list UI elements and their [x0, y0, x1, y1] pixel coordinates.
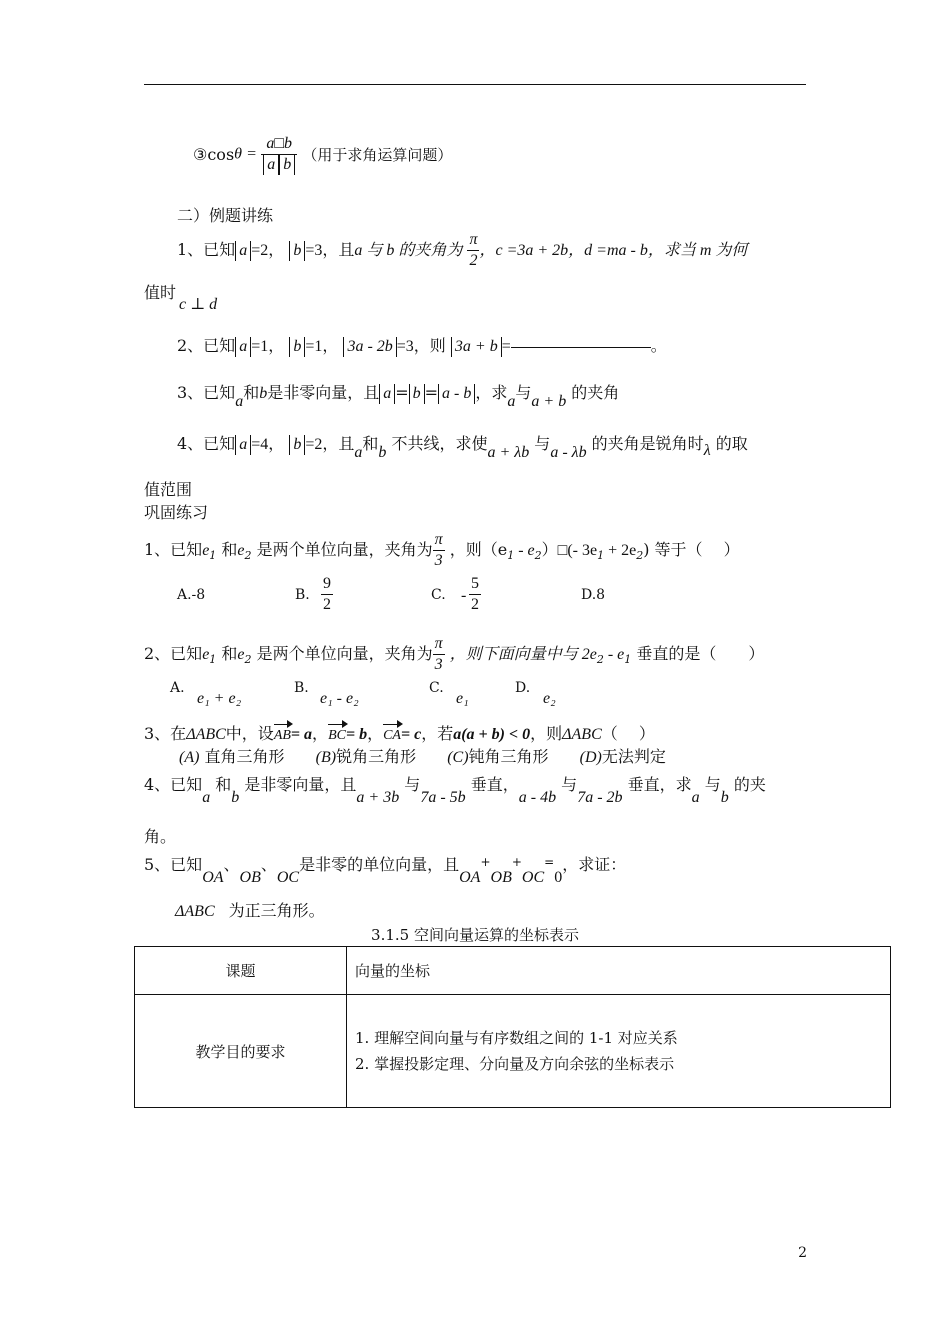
- page-number: 2: [798, 1245, 807, 1261]
- option-b-label: B.: [295, 587, 310, 603]
- example-4-text: 的取: [715, 434, 748, 453]
- option-b-label: B.: [294, 680, 309, 696]
- var-b: b: [231, 789, 240, 806]
- option-a: 直角三角形: [204, 747, 285, 766]
- option-c-label: C.: [429, 680, 444, 696]
- example-2-text: =3，则: [396, 338, 446, 355]
- subscript: 2: [636, 549, 644, 562]
- practice-1-text: - e: [514, 542, 535, 559]
- formula-prefix: ③cos: [193, 145, 235, 164]
- practice-4-label: 4、已知: [144, 775, 203, 794]
- example-1-condition: c ⊥ d: [179, 296, 218, 313]
- goal-item: 1. 理解空间向量与有序数组之间的 1-1 对应关系: [355, 1029, 678, 1047]
- example-1-line2: [144, 280, 176, 303]
- option-a: A.-8: [177, 587, 206, 603]
- numerator: 5: [469, 574, 481, 595]
- example-2-text: =1，: [305, 338, 339, 355]
- practice-5-label: 5、已知: [144, 855, 203, 874]
- table-cell-topic-value: 向量的坐标: [347, 947, 891, 995]
- vector-ab: AB: [274, 724, 291, 748]
- example-4-text: 和: [362, 434, 379, 453]
- abs-b: b: [409, 384, 425, 404]
- section-practice-heading: 巩固练习: [144, 503, 209, 522]
- denominator: 2: [471, 596, 479, 613]
- 7a-minus-2b: 7a - 2b: [577, 789, 623, 806]
- numerator: 9: [321, 574, 333, 595]
- formula-note: （用于求角运算问题）: [302, 146, 453, 164]
- a-minus-lambda-b: a - λb: [550, 444, 587, 461]
- abs-expression: 3a - 2b: [343, 337, 396, 357]
- practice-1-text: 和: [221, 540, 238, 559]
- example-3: 3、已知a和b是非零向量，且 a = b = a - b ，求a与a + b 的夹角: [177, 383, 620, 410]
- practice-4: [144, 773, 766, 810]
- vector-oc: OC: [521, 869, 545, 886]
- example-2-text: 。: [650, 336, 667, 355]
- denominator: 2: [469, 252, 478, 269]
- practice-2-text: 和: [221, 644, 238, 663]
- example-3-text: ，求: [475, 383, 508, 402]
- example-1: [177, 230, 747, 271]
- option-b-value: e₁ - e₂: [320, 690, 359, 707]
- table-cell-goals-value: [347, 995, 891, 1108]
- section-title: 3.1.5 空间向量运算的坐标表示: [371, 926, 579, 944]
- example-4-line2: 值范围: [144, 480, 193, 499]
- practice-3-text: = a: [290, 726, 313, 743]
- header-rule: [144, 84, 806, 85]
- vector-oc: OC: [276, 869, 300, 886]
- pi-over-3: [433, 634, 445, 675]
- practice-2-label: 2、已知: [144, 644, 203, 663]
- cos-fraction: [261, 134, 297, 175]
- var-e: e: [237, 542, 245, 559]
- practice-3-label: 3、在: [144, 724, 187, 743]
- example-3-label: 3、已知: [177, 383, 236, 402]
- vector-ob: OB: [490, 869, 512, 886]
- subscript: 1: [209, 653, 217, 666]
- vector-oa: OA: [459, 869, 481, 886]
- subscript: 1: [624, 653, 632, 666]
- var-b: b: [259, 385, 268, 402]
- abs-a-minus-b: a - b: [438, 384, 475, 404]
- separator: 、: [223, 855, 240, 874]
- abs-a: a: [235, 337, 251, 357]
- lambda-symbol: λ: [703, 442, 711, 459]
- lesson-table: [134, 946, 891, 1108]
- example-1-text: =2，: [251, 242, 285, 259]
- a-minus-4b: a - 4b: [518, 789, 557, 806]
- practice-2-options: [170, 680, 810, 710]
- practice-3-text: = c: [400, 726, 422, 743]
- example-2: [177, 334, 667, 359]
- practice-5-line2: [175, 898, 325, 921]
- example-2-text: =: [501, 338, 511, 355]
- practice-1-text: ) 等于（ ）: [643, 540, 740, 559]
- formula-3: [193, 134, 452, 194]
- 7a-minus-5b: 7a - 5b: [420, 789, 466, 806]
- practice-4-text: 与: [404, 775, 421, 794]
- practice-4-text: 垂直，: [470, 775, 519, 794]
- example-4-text: =4，: [251, 436, 285, 453]
- option-c: 钝角三角形: [468, 747, 549, 766]
- practice-5-text: 为正三角形。: [228, 901, 325, 920]
- plus-sign: +: [511, 855, 522, 869]
- example-4-label: 4、已知: [177, 434, 236, 453]
- option-c-label: (C): [447, 749, 469, 766]
- abs-a: a: [263, 155, 279, 175]
- option-d: D.8: [581, 587, 606, 603]
- option-a-label: (A): [179, 749, 200, 766]
- vector-bc: BC: [328, 724, 346, 748]
- option-b-value: [321, 574, 333, 615]
- option-d: 无法判定: [601, 747, 666, 766]
- practice-1-text: ，则（e: [449, 540, 508, 559]
- equals-sign: =: [247, 145, 257, 163]
- example-4: [177, 432, 748, 465]
- vector-oa: OA: [202, 869, 224, 886]
- practice-5-text: ，求证：: [562, 855, 627, 874]
- example-4-text: 与: [534, 434, 551, 453]
- vector-ca: CA: [383, 724, 401, 748]
- practice-1: [144, 530, 740, 574]
- abs-b: b: [289, 337, 305, 357]
- practice-3-options: [179, 745, 666, 770]
- example-1-text: 值时: [144, 283, 177, 302]
- pi-over-3: [433, 530, 445, 571]
- abs-a: a: [379, 384, 395, 404]
- abs-b: b: [289, 241, 305, 261]
- var-a: a: [691, 789, 700, 806]
- separator: 、: [260, 855, 277, 874]
- denominator: 2: [323, 596, 331, 613]
- practice-4-text: 垂直，求: [627, 775, 692, 794]
- var-e: e: [202, 646, 210, 663]
- vector-ob: OB: [239, 869, 261, 886]
- practice-3-text: ，若: [421, 724, 454, 743]
- practice-2-text: - e: [603, 646, 625, 663]
- option-c-value: e₁: [456, 690, 469, 707]
- example-1-text: a 与 b 的夹角为: [354, 242, 463, 259]
- example-3-text: 和: [243, 383, 260, 402]
- practice-3-text: ，则: [530, 724, 563, 743]
- table-cell-topic-label: 课题: [135, 947, 347, 995]
- a-plus-b: a + b: [531, 393, 567, 410]
- option-d-label: D.: [515, 680, 531, 696]
- practice-3-text: （ ）: [601, 724, 655, 743]
- subscript: 1: [507, 549, 515, 562]
- pi-over-2: [467, 230, 479, 271]
- practice-2-text: 是两个单位向量，夹角为: [256, 644, 433, 663]
- practice-1-text: ）□(- 3e: [541, 542, 598, 559]
- a-plus-lambda-b: a + λb: [487, 444, 530, 461]
- option-d-value: e₂: [543, 690, 556, 707]
- example-3-text: 与: [515, 383, 532, 402]
- var-a: a: [354, 444, 363, 461]
- example-2-label: 2、已知: [177, 336, 236, 355]
- abs-a: a: [235, 241, 251, 261]
- example-3-text: 是非零向量，且: [267, 383, 380, 402]
- subscript: 1: [209, 549, 217, 562]
- var-b: b: [720, 789, 729, 806]
- practice-3-text: = b: [345, 726, 368, 743]
- plus-sign: +: [480, 855, 491, 869]
- var-a: a: [235, 393, 244, 410]
- practice-1-text: 是两个单位向量，夹角为: [256, 540, 433, 559]
- example-4-text: 的夹角是锐角时: [591, 434, 704, 453]
- triangle-abc: ΔABC: [562, 726, 602, 743]
- practice-1-options: [177, 574, 817, 624]
- pi-symbol: π: [467, 230, 479, 251]
- table-row: [135, 947, 891, 995]
- triangle-abc: ΔABC: [175, 903, 215, 920]
- abs-b: b: [279, 155, 295, 175]
- example-4-text: 不共线，求使: [391, 434, 488, 453]
- practice-1-label: 1、已知: [144, 540, 203, 559]
- abs-b: b: [289, 435, 305, 455]
- condition: a(a + b) < 0: [453, 726, 531, 743]
- var-b: b: [378, 444, 387, 461]
- practice-2-text: ，则下面向量中与 2e: [449, 646, 597, 663]
- practice-5-text: 是非零的单位向量，且: [299, 855, 460, 874]
- practice-2: [144, 634, 764, 678]
- example-4-text: =2，且: [305, 436, 355, 453]
- example-1-text: =3，且: [305, 242, 355, 259]
- practice-3: 3、在ΔABC中，设AB= a，BC= b，CA= c，若a(a + b) < 0，则ΔABC（ ）: [144, 722, 655, 748]
- option-c-label: C.: [431, 587, 446, 603]
- subscript: 2: [596, 653, 604, 666]
- practice-2-text: 垂直的是（ ）: [636, 644, 765, 663]
- fraction-denominator: [261, 155, 297, 175]
- practice-1-text: + 2e: [604, 542, 637, 559]
- answer-blank: [511, 347, 651, 348]
- option-c-value: [469, 574, 481, 615]
- var-e: e: [202, 542, 210, 559]
- option-a-label: A.: [170, 680, 185, 696]
- option-b-label: (B): [315, 749, 337, 766]
- practice-4-text: 的夹: [733, 775, 766, 794]
- table-row: [135, 995, 891, 1108]
- example-1-label: 1、已知: [177, 240, 236, 259]
- var-a: a: [507, 393, 516, 410]
- var-a: a: [202, 789, 211, 806]
- abs-a: a: [235, 435, 251, 455]
- theta-symbol: θ: [234, 145, 243, 163]
- practice-4-text: 是非零向量，且: [244, 775, 357, 794]
- practice-4-text: 与: [704, 775, 721, 794]
- section-examples-heading: 二）例题讲练: [177, 206, 274, 225]
- practice-3-text: 中，设: [225, 724, 274, 743]
- practice-4-text: 与: [561, 775, 578, 794]
- example-1-text: ，c =3a + 2b，d =ma - b，求当 m 为何: [479, 242, 748, 259]
- practice-4-text: 和: [215, 775, 232, 794]
- example-3-text: 的夹角: [571, 383, 620, 402]
- subscript: 2: [534, 549, 542, 562]
- example-2-text: =1，: [251, 338, 285, 355]
- triangle-abc: ΔABC: [186, 726, 226, 743]
- var-e: e: [237, 646, 245, 663]
- practice-4-line2: 角。: [144, 827, 177, 846]
- minus-sign: -: [461, 587, 467, 604]
- abs-expression: 3a + b: [451, 337, 502, 357]
- pi-symbol: π: [433, 530, 445, 551]
- fraction-numerator: a□b: [261, 134, 297, 155]
- subscript: 2: [244, 653, 252, 666]
- option-a-value: e₁ + e₂: [197, 690, 242, 707]
- table-cell-goals-label: 教学目的要求: [135, 995, 347, 1108]
- denominator: 3: [434, 656, 443, 673]
- goal-item: 2. 掌握投影定理、分向量及方向余弦的坐标表示: [355, 1055, 675, 1073]
- option-d-label: (D): [579, 749, 602, 766]
- practice-5: [144, 850, 626, 890]
- equals-sign: =: [544, 855, 555, 869]
- subscript: 1: [597, 549, 605, 562]
- denominator: 3: [434, 552, 443, 569]
- a-plus-3b: a + 3b: [356, 789, 400, 806]
- subscript: 2: [244, 549, 252, 562]
- option-b: 锐角三角形: [336, 747, 417, 766]
- pi-symbol: π: [433, 634, 445, 655]
- zero-vector: 0: [554, 869, 563, 886]
